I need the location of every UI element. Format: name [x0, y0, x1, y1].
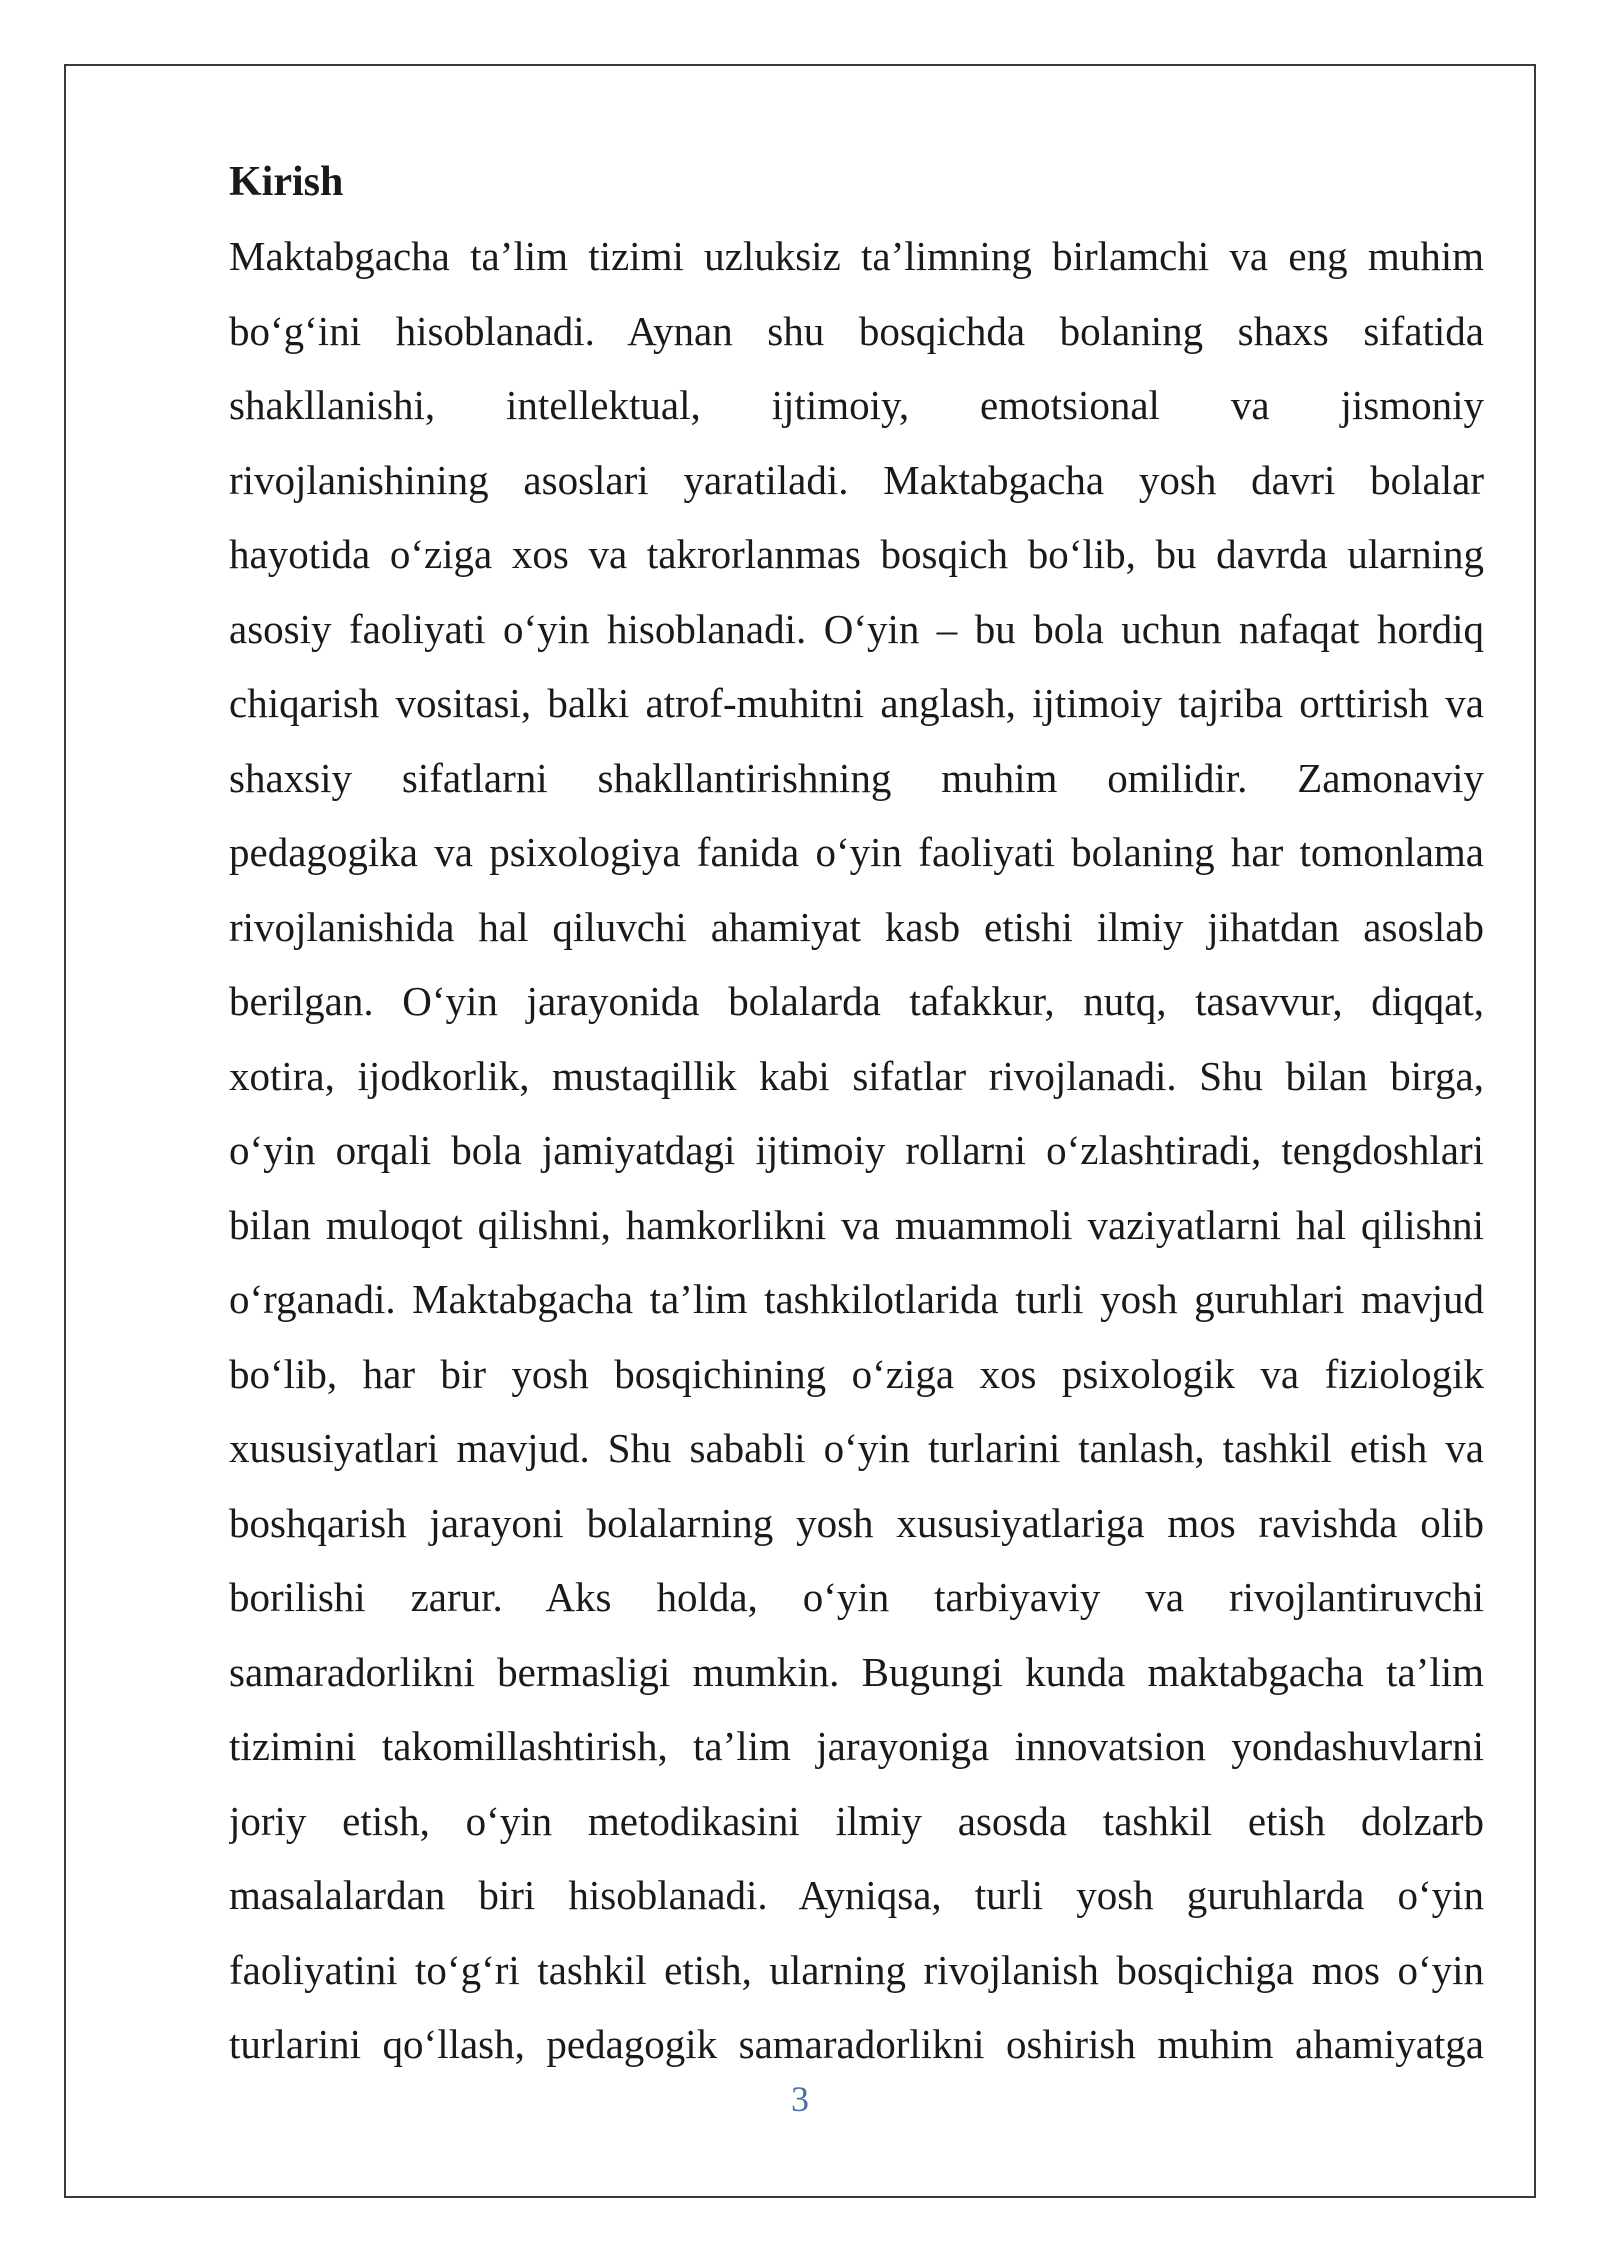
paragraph-line: shaxsiy sifatlarni shakllantirishning muhim omilidir. Zamonaviy [229, 754, 1484, 801]
paragraph-line: turlarini qo‘llash, pedagogik samaradorlikni oshirish muhim ahamiyatga [229, 2021, 1484, 2067]
paragraph-line: shakllanishi, intellektual, ijtimoiy, emotsional va jismoniy [229, 382, 1484, 428]
paragraph-line: faoliyatini to‘g‘ri tashkil etish, ularning rivojlanish bosqichiga mos o‘yin [229, 1946, 1484, 1993]
page-number: 3 [791, 2079, 809, 2119]
paragraph-line: rivojlanishining asoslari yaratiladi. Maktabgacha yosh davri bolalar [229, 456, 1484, 503]
paragraph-line: bo‘g‘ini hisoblanadi. Aynan shu bosqichda bolaning shaxs sifatida [229, 307, 1484, 354]
paragraph-line: bilan muloqot qilishni, hamkorlikni va muammoli vaziyatlarni hal qilishni [229, 1201, 1484, 1248]
paragraph-line: xususiyatlari mavjud. Shu sababli o‘yin turlarini tanlash, tashkil etish va [229, 1425, 1484, 1471]
document-body [229, 145, 1484, 2082]
paragraph-line: joriy etish, o‘yin metodikasini ilmiy asosda tashkil etish dolzarb [229, 1797, 1484, 1844]
paragraph-line: chiqarish vositasi, balki atrof-muhitni anglash, ijtimoiy tajriba orttirish va [229, 680, 1484, 726]
paragraph-line: rivojlanishida hal qiluvchi ahamiyat kasb etishi ilmiy jihatdan asoslab [229, 903, 1484, 950]
paragraph-line: berilgan. O‘yin jarayonida bolalarda tafakkur, nutq, tasavvur, diqqat, [229, 978, 1484, 1024]
section-heading: Kirish [229, 159, 344, 205]
paragraph-line: boshqarish jarayoni bolalarning yosh xususiyatlariga mos ravishda olib [229, 1499, 1484, 1546]
paragraph [229, 219, 1484, 2082]
paragraph-line: pedagogika va psixologiya fanida o‘yin faoliyati bolaning har tomonlama [229, 829, 1484, 875]
paragraph-line: samaradorlikni bermasligi mumkin. Bugungi kunda maktabgacha ta’lim [229, 1648, 1484, 1695]
paragraph-line: masalalardan biri hisoblanadi. Ayniqsa, turli yosh guruhlarda o‘yin [229, 1872, 1484, 1918]
paragraph-line: o‘yin orqali bola jamiyatdagi ijtimoiy rollarni o‘zlashtiradi, tengdoshlari [229, 1127, 1484, 1173]
paragraph-line: asosiy faoliyati o‘yin hisoblanadi. O‘yin – bu bola uchun nafaqat hordiq [229, 605, 1484, 652]
paragraph-line: borilishi zarur. Aks holda, o‘yin tarbiyaviy va rivojlantiruvchi [229, 1574, 1484, 1620]
paragraph-line: hayotida o‘ziga xos va takrorlanmas bosqich bo‘lib, bu davrda ularning [229, 531, 1484, 577]
paragraph-line: xotira, ijodkorlik, mustaqillik kabi sifatlar rivojlanadi. Shu bilan birga, [229, 1052, 1484, 1099]
paragraph-line: bo‘lib, har bir yosh bosqichining o‘ziga xos psixologik va fiziologik [229, 1350, 1484, 1397]
paragraph-line: Maktabgacha ta’lim tizimi uzluksiz ta’limning birlamchi va eng muhim [229, 233, 1484, 279]
paragraph-line: o‘rganadi. Maktabgacha ta’lim tashkilotlarida turli yosh guruhlari mavjud [229, 1276, 1484, 1322]
paragraph-line: tizimini takomillashtirish, ta’lim jarayoniga innovatsion yondashuvlarni [229, 1723, 1484, 1769]
